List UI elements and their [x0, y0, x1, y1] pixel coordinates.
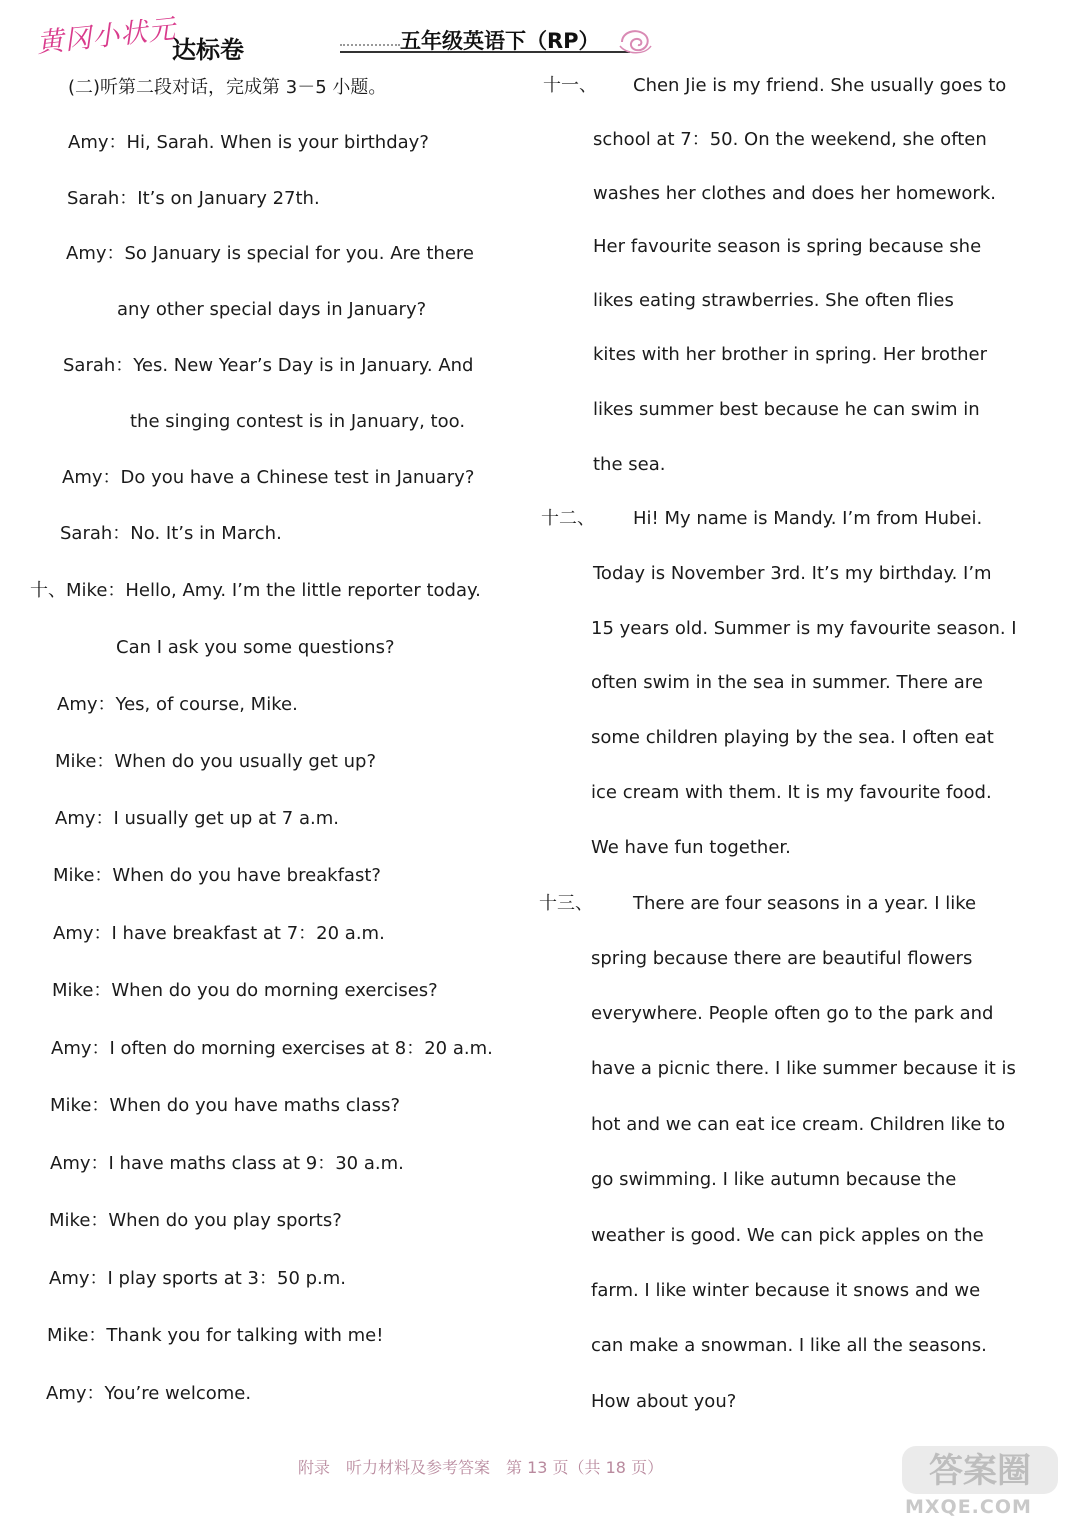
right-line: Hi! My name is Mandy. I’m from Hubei.	[633, 508, 983, 529]
right-line: washes her clothes and does her homework.	[593, 183, 996, 204]
left-line: Amy：So January is special for you. Are there	[66, 243, 474, 264]
right-line: farm. I like winter because it snows and we	[591, 1280, 981, 1301]
right-line: 15 years old. Summer is my favourite season. I	[591, 618, 1017, 639]
right-line: everywhere. People often go to the park and	[591, 1003, 994, 1024]
right-line: often swim in the sea in summer. There are	[591, 672, 983, 693]
right-line: spring because there are beautiful flowers	[591, 948, 973, 969]
right-line: go swimming. I like autumn because the	[591, 1169, 957, 1190]
left-line: 十、Mike：Hello, Amy. I’m the little reporter today.	[30, 580, 481, 601]
left-line: Amy：I play sports at 3：50 p.m.	[49, 1268, 347, 1289]
left-line: Sarah：No. It’s in March.	[60, 523, 282, 544]
right-line: hot and we can eat ice cream. Children like to	[591, 1114, 1006, 1135]
page-footer: 附录 听力材料及参考答案 第 13 页（共 18 页）	[298, 1458, 664, 1477]
left-line: any other special days in January?	[117, 299, 427, 320]
left-line: Amy：Yes, of course, Mike.	[57, 694, 298, 715]
right-line: There are four seasons in a year. I like	[633, 893, 977, 914]
section-number-12: 十二、	[541, 508, 595, 529]
right-line: likes eating strawberries. She often flies	[593, 290, 954, 311]
grade-title: 五年级英语下（RP）	[400, 29, 600, 53]
left-line: Amy：You’re welcome.	[46, 1383, 252, 1404]
left-line: Mike：When do you play sports?	[49, 1210, 342, 1231]
left-line: Amy：I usually get up at 7 a.m.	[55, 808, 339, 829]
right-line: can make a snowman. I like all the seasons.	[591, 1335, 987, 1356]
header-dots	[340, 44, 400, 48]
left-line: Can I ask you some questions?	[116, 637, 395, 658]
header-rule	[340, 51, 630, 53]
left-line: Amy：Hi, Sarah. When is your birthday?	[68, 132, 429, 153]
left-line: Mike：When do you do morning exercises?	[52, 980, 438, 1001]
right-line: the sea.	[593, 454, 666, 475]
section-number-13: 十三、	[539, 893, 593, 914]
left-line: Amy：Do you have a Chinese test in January?	[62, 467, 475, 488]
right-line: Today is November 3rd. It’s my birthday. I’m	[593, 563, 992, 584]
right-line: weather is good. We can pick apples on the	[591, 1225, 984, 1246]
left-line: Mike：When do you have breakfast?	[53, 865, 381, 886]
right-line: We have fun together.	[591, 837, 791, 858]
right-line: How about you?	[591, 1391, 737, 1412]
left-line: Sarah：Yes. New Year’s Day is in January. And	[63, 355, 474, 376]
series-title: 达标卷	[172, 36, 244, 64]
right-line: kites with her brother in spring. Her brother	[593, 344, 988, 365]
right-line: Her favourite season is spring because she	[593, 236, 982, 257]
right-line: ice cream with them. It is my favourite food.	[591, 782, 992, 803]
section-number-11: 十一、	[543, 75, 597, 96]
brand-logo: 黄冈小状元	[35, 13, 178, 60]
right-line: likes summer best because he can swim in	[593, 399, 980, 420]
svg-text:答案圈: 答案圈	[929, 1451, 1031, 1491]
swirl-ornament-icon	[618, 26, 654, 56]
left-line: (二)听第二段对话，完成第 3－5 小题。	[68, 77, 387, 98]
right-line: Chen Jie is my friend. She usually goes to	[633, 75, 1007, 96]
right-line: have a picnic there. I like summer because it is	[591, 1058, 1016, 1079]
left-line: Mike：When do you have maths class?	[50, 1095, 401, 1116]
left-line: Mike：Thank you for talking with me!	[47, 1325, 384, 1346]
left-line: Amy：I often do morning exercises at 8：20 a.m.	[51, 1038, 493, 1059]
watermark-url: MXQE.COM	[905, 1496, 1032, 1518]
left-line: Sarah：It’s on January 27th.	[67, 188, 320, 209]
left-line: Mike：When do you usually get up?	[55, 751, 377, 772]
right-line: some children playing by the sea. I often eat	[591, 727, 994, 748]
left-line: Amy：I have breakfast at 7：20 a.m.	[53, 923, 385, 944]
right-line: school at 7：50. On the weekend, she often	[593, 129, 987, 150]
left-line: the singing contest is in January, too.	[130, 411, 466, 432]
left-line: Amy：I have maths class at 9：30 a.m.	[50, 1153, 404, 1174]
